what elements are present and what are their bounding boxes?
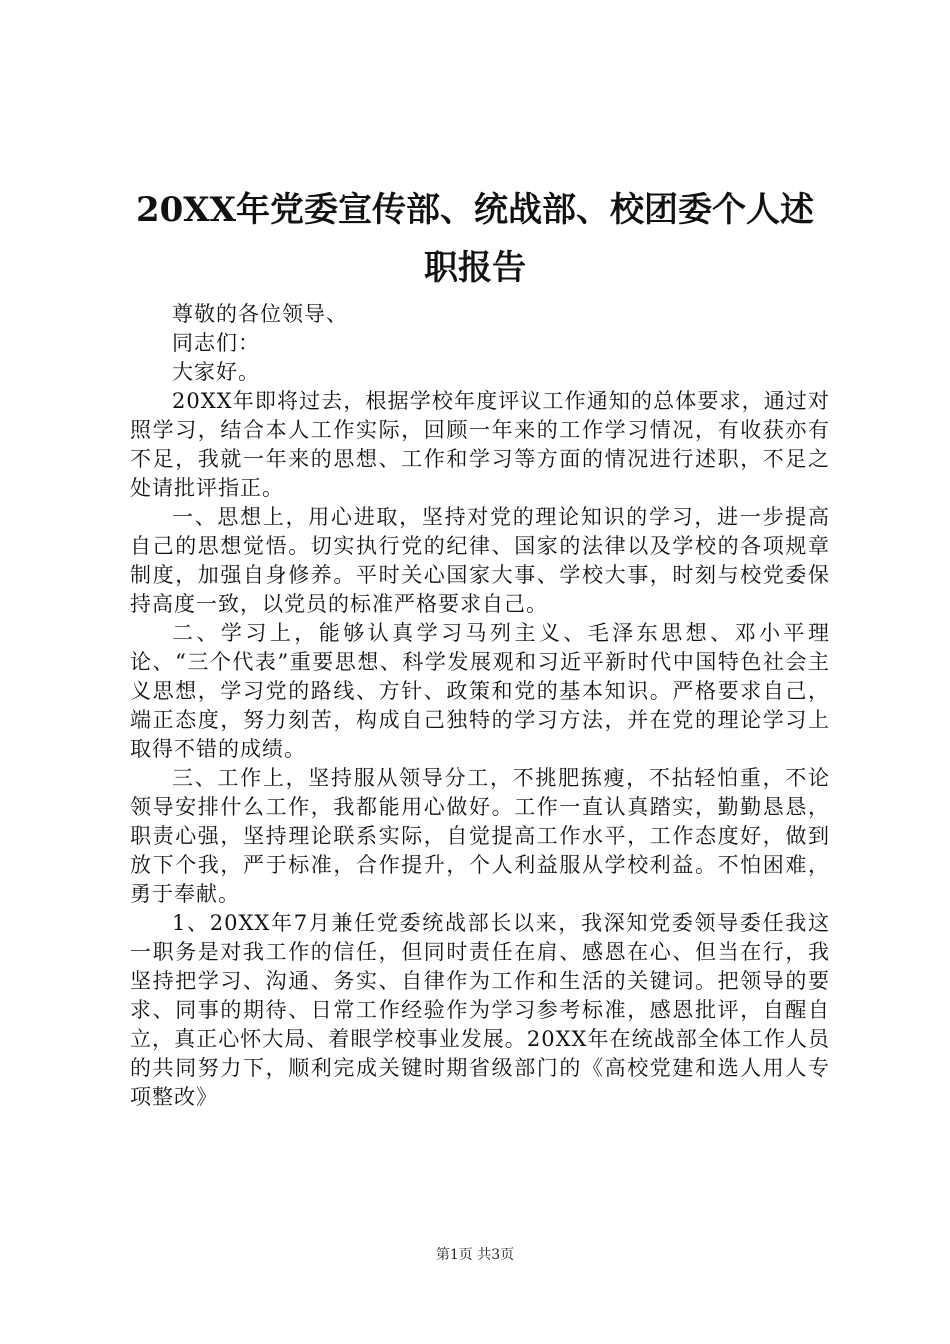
document-title-line1: 20XX年党委宣传部、统战部、校团委个人述 (135, 190, 815, 230)
salutation-line1: 尊敬的各位领导、 (172, 302, 348, 326)
document-title-line2: 职报告 (424, 248, 526, 288)
salutation-line2: 同志们： (172, 331, 260, 355)
paragraph-study: 二、学习上，能够认真学习马列主义、毛泽东思想、邓小平理论、“三个代表”重要思想、科学发展观和习近平新时代中国特色社会主义思想，学习党的路线、方针、政策和党的基本知识。严格要求自己，端正态度，努力刻苦，构成自己独特的学习方法，并在党的理论学习上取得不错的成绩。 (130, 621, 830, 761)
paragraph-intro: 20XX年即将过去，根据学校年度评议工作通知的总体要求，通过对照学习，结合本人工作实际，回顾一年来的工作学习情况，有收获亦有不足，我就一年来的思想、工作和学习等方面的情况进行述职，不足之处请批评指正。 (130, 389, 830, 500)
greeting: 大家好。 (172, 360, 260, 384)
page-number-footer: 第1页 共3页 (435, 1247, 515, 1263)
paragraph-thought: 一、思想上，用心进取，坚持对党的理论知识的学习，进一步提高自己的思想觉悟。切实执行党的纪律、国家的法律以及学校的各项规章制度，加强自身修养。平时关心国家大事、学校大事，时刻与校党委保持高度一致，以党员的标准严格要求自己。 (130, 505, 830, 616)
paragraph-work: 三、工作上，坚持服从领导分工，不挑肥拣瘦，不拈轻怕重，不论领导安排什么工作，我都能用心做好。工作一直认真踏实，勤勤恳恳，职责心强，坚持理论联系实际，自觉提高工作水平，工作态度好，做到放下个我，严于标准，合作提升，个人利益服从学校利益。不怕困难，勇于奉献。 (130, 766, 830, 906)
document-body (130, 300, 830, 1112)
paragraph-united-front: 1、20XX年7月兼任党委统战部长以来，我深知党委领导委任我这一职务是对我工作的信任，但同时责任在肩、感恩在心、但当在行，我坚持把学习、沟通、务实、自律作为工作和生活的关键词。把领导的要求、同事的期待、日常工作经验作为学习参考标准，感恩批评，自醒自立，真正心怀大局、着眼学校事业发展。20XX年在统战部全体工作人员的共同努力下，顺利完成关键时期省级部门的《高校党建和选人用人专项整改》 (130, 911, 830, 1109)
